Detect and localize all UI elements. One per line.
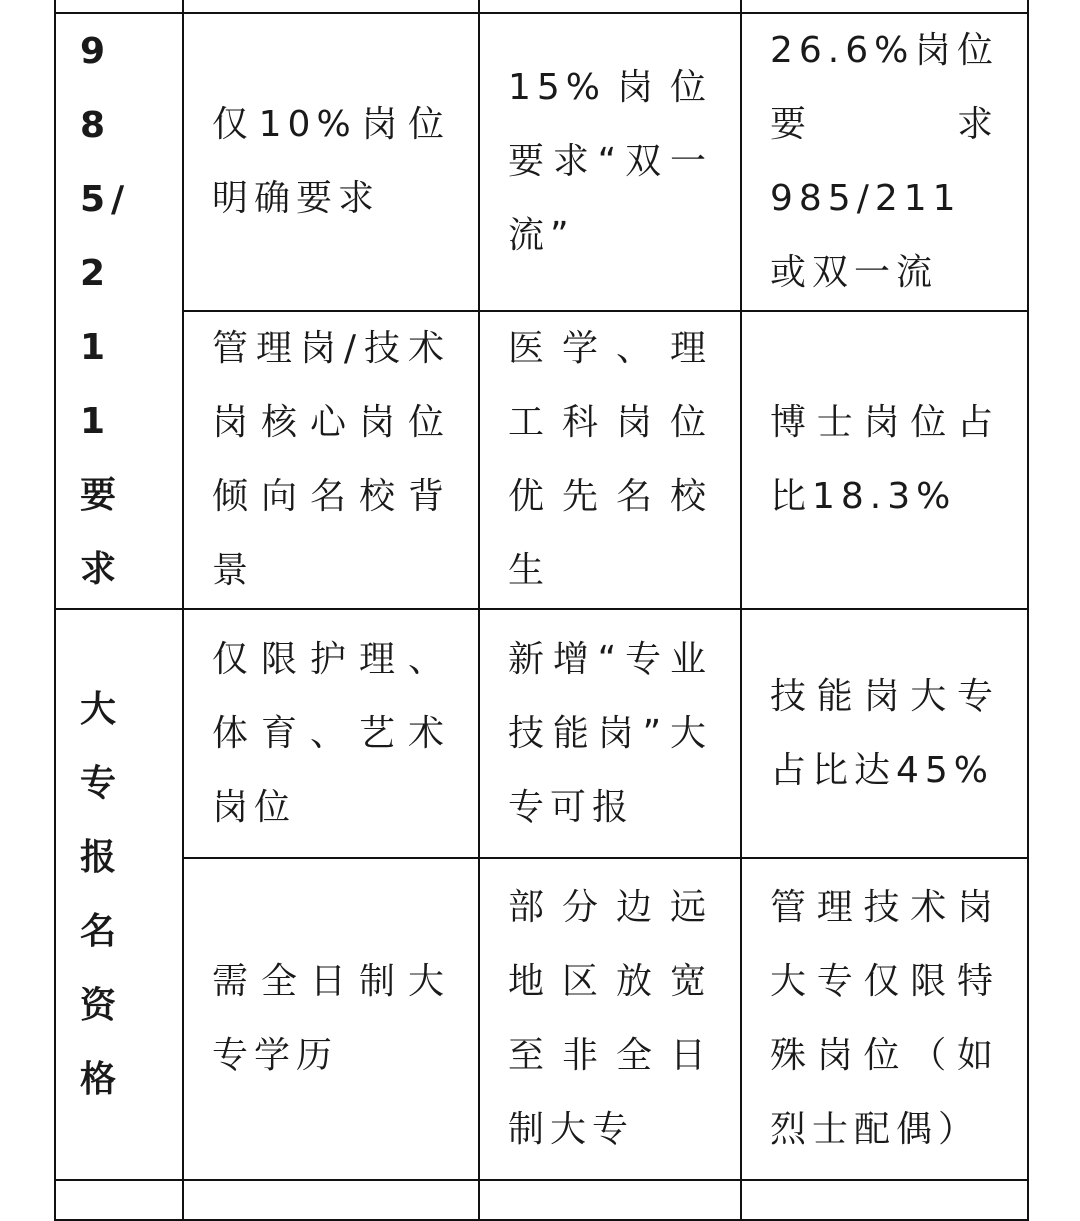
cell-text: 26.6%岗位要求985/211或双一流 xyxy=(770,30,999,293)
table-cell xyxy=(741,858,1028,1180)
table-row xyxy=(55,858,1028,1180)
row-header-label: 大专报名资格 xyxy=(80,688,123,1100)
table-cell xyxy=(479,1180,741,1220)
table-row xyxy=(55,0,1028,13)
table-row xyxy=(55,609,1028,858)
cell-text: 仅限护理、体育、艺术岗位 xyxy=(212,638,450,828)
cell-text: 15%岗位要求“双一流” xyxy=(508,67,712,256)
table-cell xyxy=(183,311,479,609)
cell-text: 需全日制大专学历 xyxy=(212,961,450,1076)
cell-text: 技能岗大专占比达45% xyxy=(770,675,999,791)
table-cell xyxy=(479,13,741,311)
table-cell xyxy=(55,1180,183,1220)
comparison-table xyxy=(54,0,1029,1221)
table-cell xyxy=(741,609,1028,858)
cell-text: 部分边远地区放宽至非全日制大专 xyxy=(508,887,712,1150)
table-cell xyxy=(479,0,741,13)
table-cell xyxy=(479,311,741,609)
table-cell xyxy=(479,609,741,858)
table-cell xyxy=(741,13,1028,311)
table-cell xyxy=(741,1180,1028,1220)
table-cell xyxy=(183,1180,479,1220)
table-cell xyxy=(183,13,479,311)
row-header-junior-college xyxy=(55,609,183,1180)
cell-text: 博士岗位占比18.3% xyxy=(770,402,999,517)
row-header-label: 985/211要求 xyxy=(80,31,131,590)
table-cell xyxy=(183,0,479,13)
table-cell xyxy=(55,0,183,13)
cell-text: 仅10%岗位明确要求 xyxy=(212,104,450,219)
table-cell xyxy=(741,311,1028,609)
row-header-985-211 xyxy=(55,13,183,609)
table-row xyxy=(55,13,1028,311)
table-cell xyxy=(183,609,479,858)
cell-text: 医学、理工科岗位优先名校生 xyxy=(508,328,712,591)
table-row xyxy=(55,311,1028,609)
table-cell xyxy=(741,0,1028,13)
table-cell xyxy=(479,858,741,1180)
table-cell xyxy=(183,858,479,1180)
table-row xyxy=(55,1180,1028,1220)
cell-text: 新增“专业技能岗”大专可报 xyxy=(508,638,712,828)
cell-text: 管理岗/技术岗核心岗位倾向名校背景 xyxy=(212,328,450,591)
cell-text: 管理技术岗大专仅限特殊岗位（如烈士配偶） xyxy=(770,887,999,1150)
